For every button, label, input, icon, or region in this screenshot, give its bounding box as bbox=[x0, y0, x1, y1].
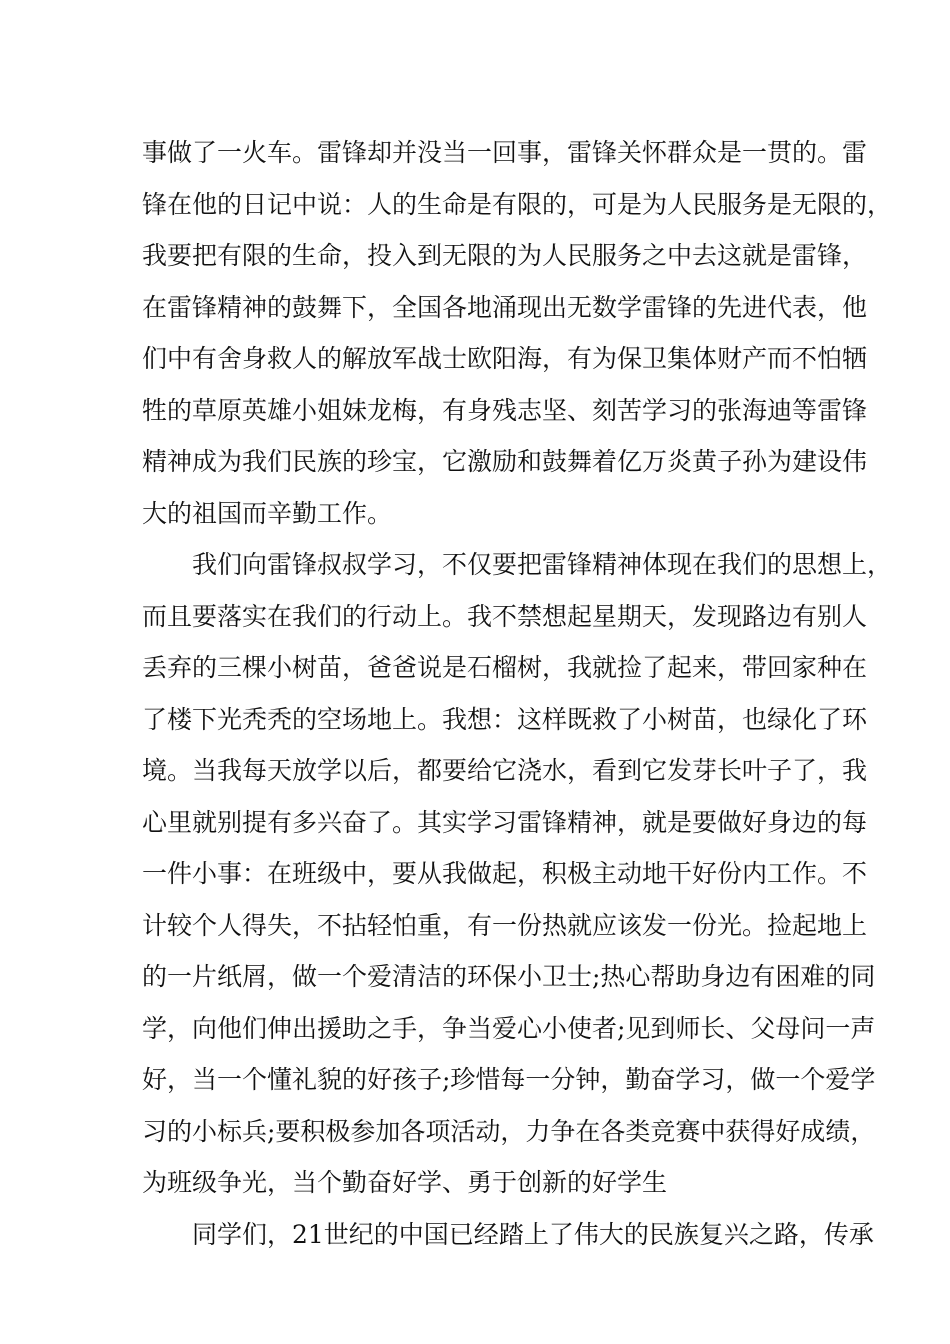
text-line: 在雷锋精神的鼓舞下，全国各地涌现出无数学雷锋的先进代表，他 bbox=[142, 292, 868, 322]
text-line: 为班级争光，当个勤奋好学、勇于创新的好学生 bbox=[142, 1168, 668, 1197]
text-line: 丢弃的三棵小树苗，爸爸说是石榴树，我就捡了起来，带回家种在 bbox=[142, 653, 868, 682]
text-line: 了楼下光秃秃的空场地上。我想：这样既救了小树苗，也绿化了环 bbox=[142, 704, 868, 734]
paragraph-start-line: 我们向雷锋叔叔学习，不仅要把雷锋精神体现在我们的思想上， bbox=[192, 550, 893, 579]
document-body bbox=[142, 127, 893, 1260]
text-line: 而且要落实在我们的行动上。我不禁想起星期天，发现路边有别人 bbox=[142, 601, 868, 631]
text-line: 学，向他们伸出援助之手，争当爱心小使者;见到师长、父母问一声 bbox=[142, 1013, 876, 1043]
text-line: 们中有舍身救人的解放军战士欧阳海，有为保卫集体财产而不怕牺 bbox=[142, 344, 868, 373]
text-line: 一件小事：在班级中，要从我做起，积极主动地干好份内工作。不 bbox=[142, 859, 868, 888]
text-line: 计较个人得失，不拈轻怕重，有一份热就应该发一份光。捡起地上 bbox=[142, 910, 868, 940]
text-line: 锋在他的日记中说：人的生命是有限的，可是为人民服务是无限的， bbox=[142, 189, 893, 219]
text-line: 事做了一火车。雷锋却并没当一回事，雷锋关怀群众是一贯的。雷 bbox=[142, 138, 868, 167]
text-line: 的一片纸屑，做一个爱清洁的环保小卫士;热心帮助身边有困难的同 bbox=[142, 962, 876, 991]
text-line: 大的祖国而辛勤工作。 bbox=[142, 498, 393, 528]
text-line: 心里就别提有多兴奋了。其实学习雷锋精神，就是要做好身边的每 bbox=[142, 807, 868, 837]
paragraph-start-line: 同学们，21世纪的中国已经踏上了伟大的民族复兴之路，传承 bbox=[192, 1219, 874, 1249]
text-line: 我要把有限的生命，投入到无限的为人民服务之中去这就是雷锋， bbox=[142, 241, 868, 270]
text-line: 牲的草原英雄小姐妹龙梅，有身残志坚、刻苦学习的张海迪等雷锋 bbox=[142, 395, 868, 425]
text-line: 境。当我每天放学以后，都要给它浇水，看到它发芽长叶子了，我 bbox=[142, 756, 868, 785]
text-line: 习的小标兵;要积极参加各项活动，力争在各类竞赛中获得好成绩， bbox=[142, 1116, 876, 1146]
text-line: 好，当一个懂礼貌的好孩子;珍惜每一分钟，勤奋学习，做一个爱学 bbox=[142, 1065, 876, 1094]
text-line: 精神成为我们民族的珍宝，它激励和鼓舞着亿万炎黄子孙为建设伟 bbox=[142, 447, 868, 476]
